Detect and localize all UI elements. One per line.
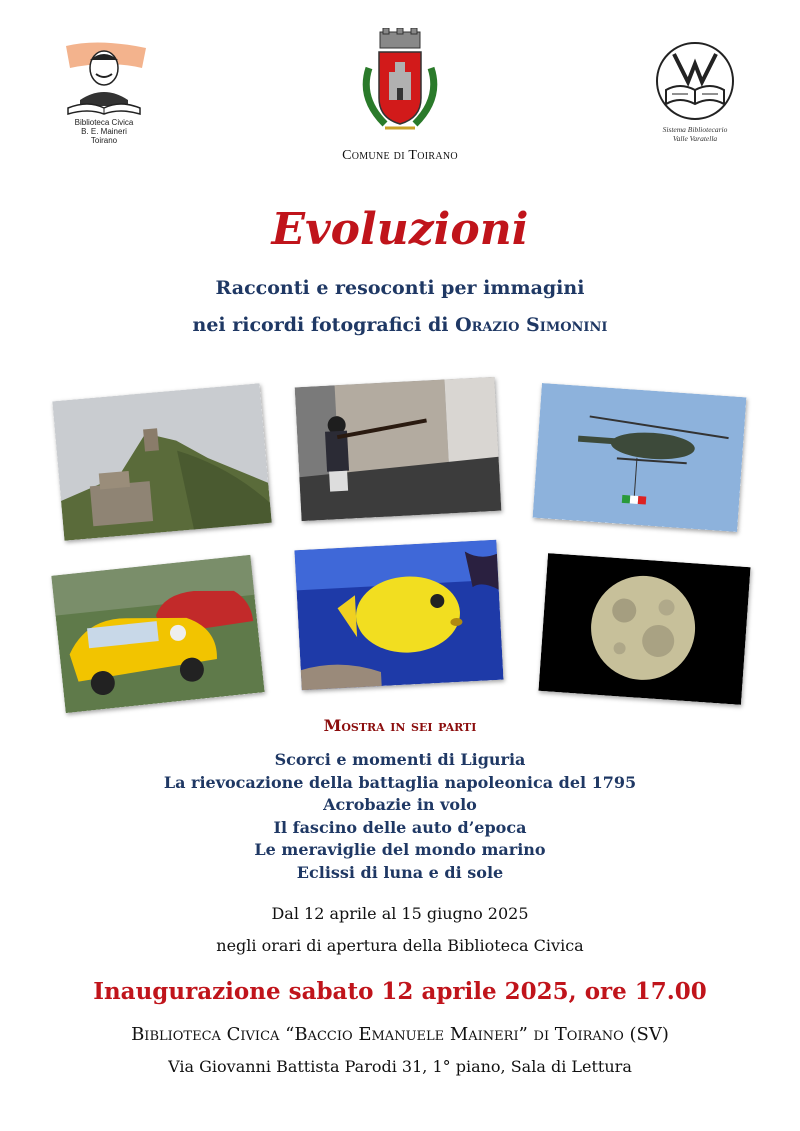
parts-list bbox=[0, 749, 800, 884]
list-item: Acrobazie in volo bbox=[323, 795, 477, 814]
venue-line: Biblioteca Civica “Baccio Emanuele Maineri” di Toirano (SV) bbox=[131, 1024, 669, 1045]
list-item: Eclissi di luna e di sole bbox=[296, 862, 504, 882]
list-item: Le meraviglie del mondo marino bbox=[254, 840, 546, 859]
subtitle-line-2 bbox=[0, 314, 800, 336]
list-item: La rievocazione della battaglia napoleonica del 1795 bbox=[163, 772, 637, 792]
photo-full-moon bbox=[538, 553, 750, 705]
comune-logo bbox=[325, 28, 475, 164]
exhibition-title: Evoluzioni bbox=[271, 204, 529, 255]
photo-vintage-cars bbox=[51, 555, 264, 713]
coat-of-arms-icon bbox=[355, 28, 445, 140]
biblioteca-logo bbox=[58, 38, 150, 145]
subtitle-line-1: Racconti e resoconti per immagini bbox=[215, 277, 585, 299]
portrait-book-icon bbox=[58, 38, 150, 118]
inauguration-line: Inaugurazione sabato 12 aprile 2025, ore 17.00 bbox=[93, 978, 707, 1005]
biblioteca-logo-caption: Biblioteca Civica B. E. Maineri Toirano bbox=[74, 118, 134, 145]
list-item: Scorci e momenti di Liguria bbox=[274, 750, 526, 769]
section-heading: Mostra in sei parti bbox=[323, 716, 477, 735]
photo-pufferfish bbox=[294, 540, 503, 690]
list-item: Il fascino delle auto d’epoca bbox=[273, 817, 527, 837]
opening-hours-note: negli orari di apertura della Biblioteca Civica bbox=[216, 936, 584, 955]
subtitle-line-2-prefix: nei ricordi fotografici di bbox=[192, 314, 449, 336]
photographer-name: Orazio Simonini bbox=[455, 314, 608, 336]
sistema-bibliotecario-logo bbox=[645, 40, 745, 143]
photo-hill-village bbox=[52, 383, 271, 541]
sistema-bibliotecario-caption: Sistema Bibliotecario Valle Varatella bbox=[662, 125, 728, 143]
open-book-icon bbox=[654, 40, 736, 122]
photo-napoleonic-reenactment bbox=[295, 377, 502, 521]
exhibition-dates: Dal 12 aprile al 15 giugno 2025 bbox=[271, 904, 529, 923]
address-line: Via Giovanni Battista Parodi 31, 1° piano, Sala di Lettura bbox=[168, 1057, 632, 1076]
comune-logo-caption: Comune di Toirano bbox=[342, 148, 458, 163]
photo-helicopter bbox=[533, 383, 747, 532]
